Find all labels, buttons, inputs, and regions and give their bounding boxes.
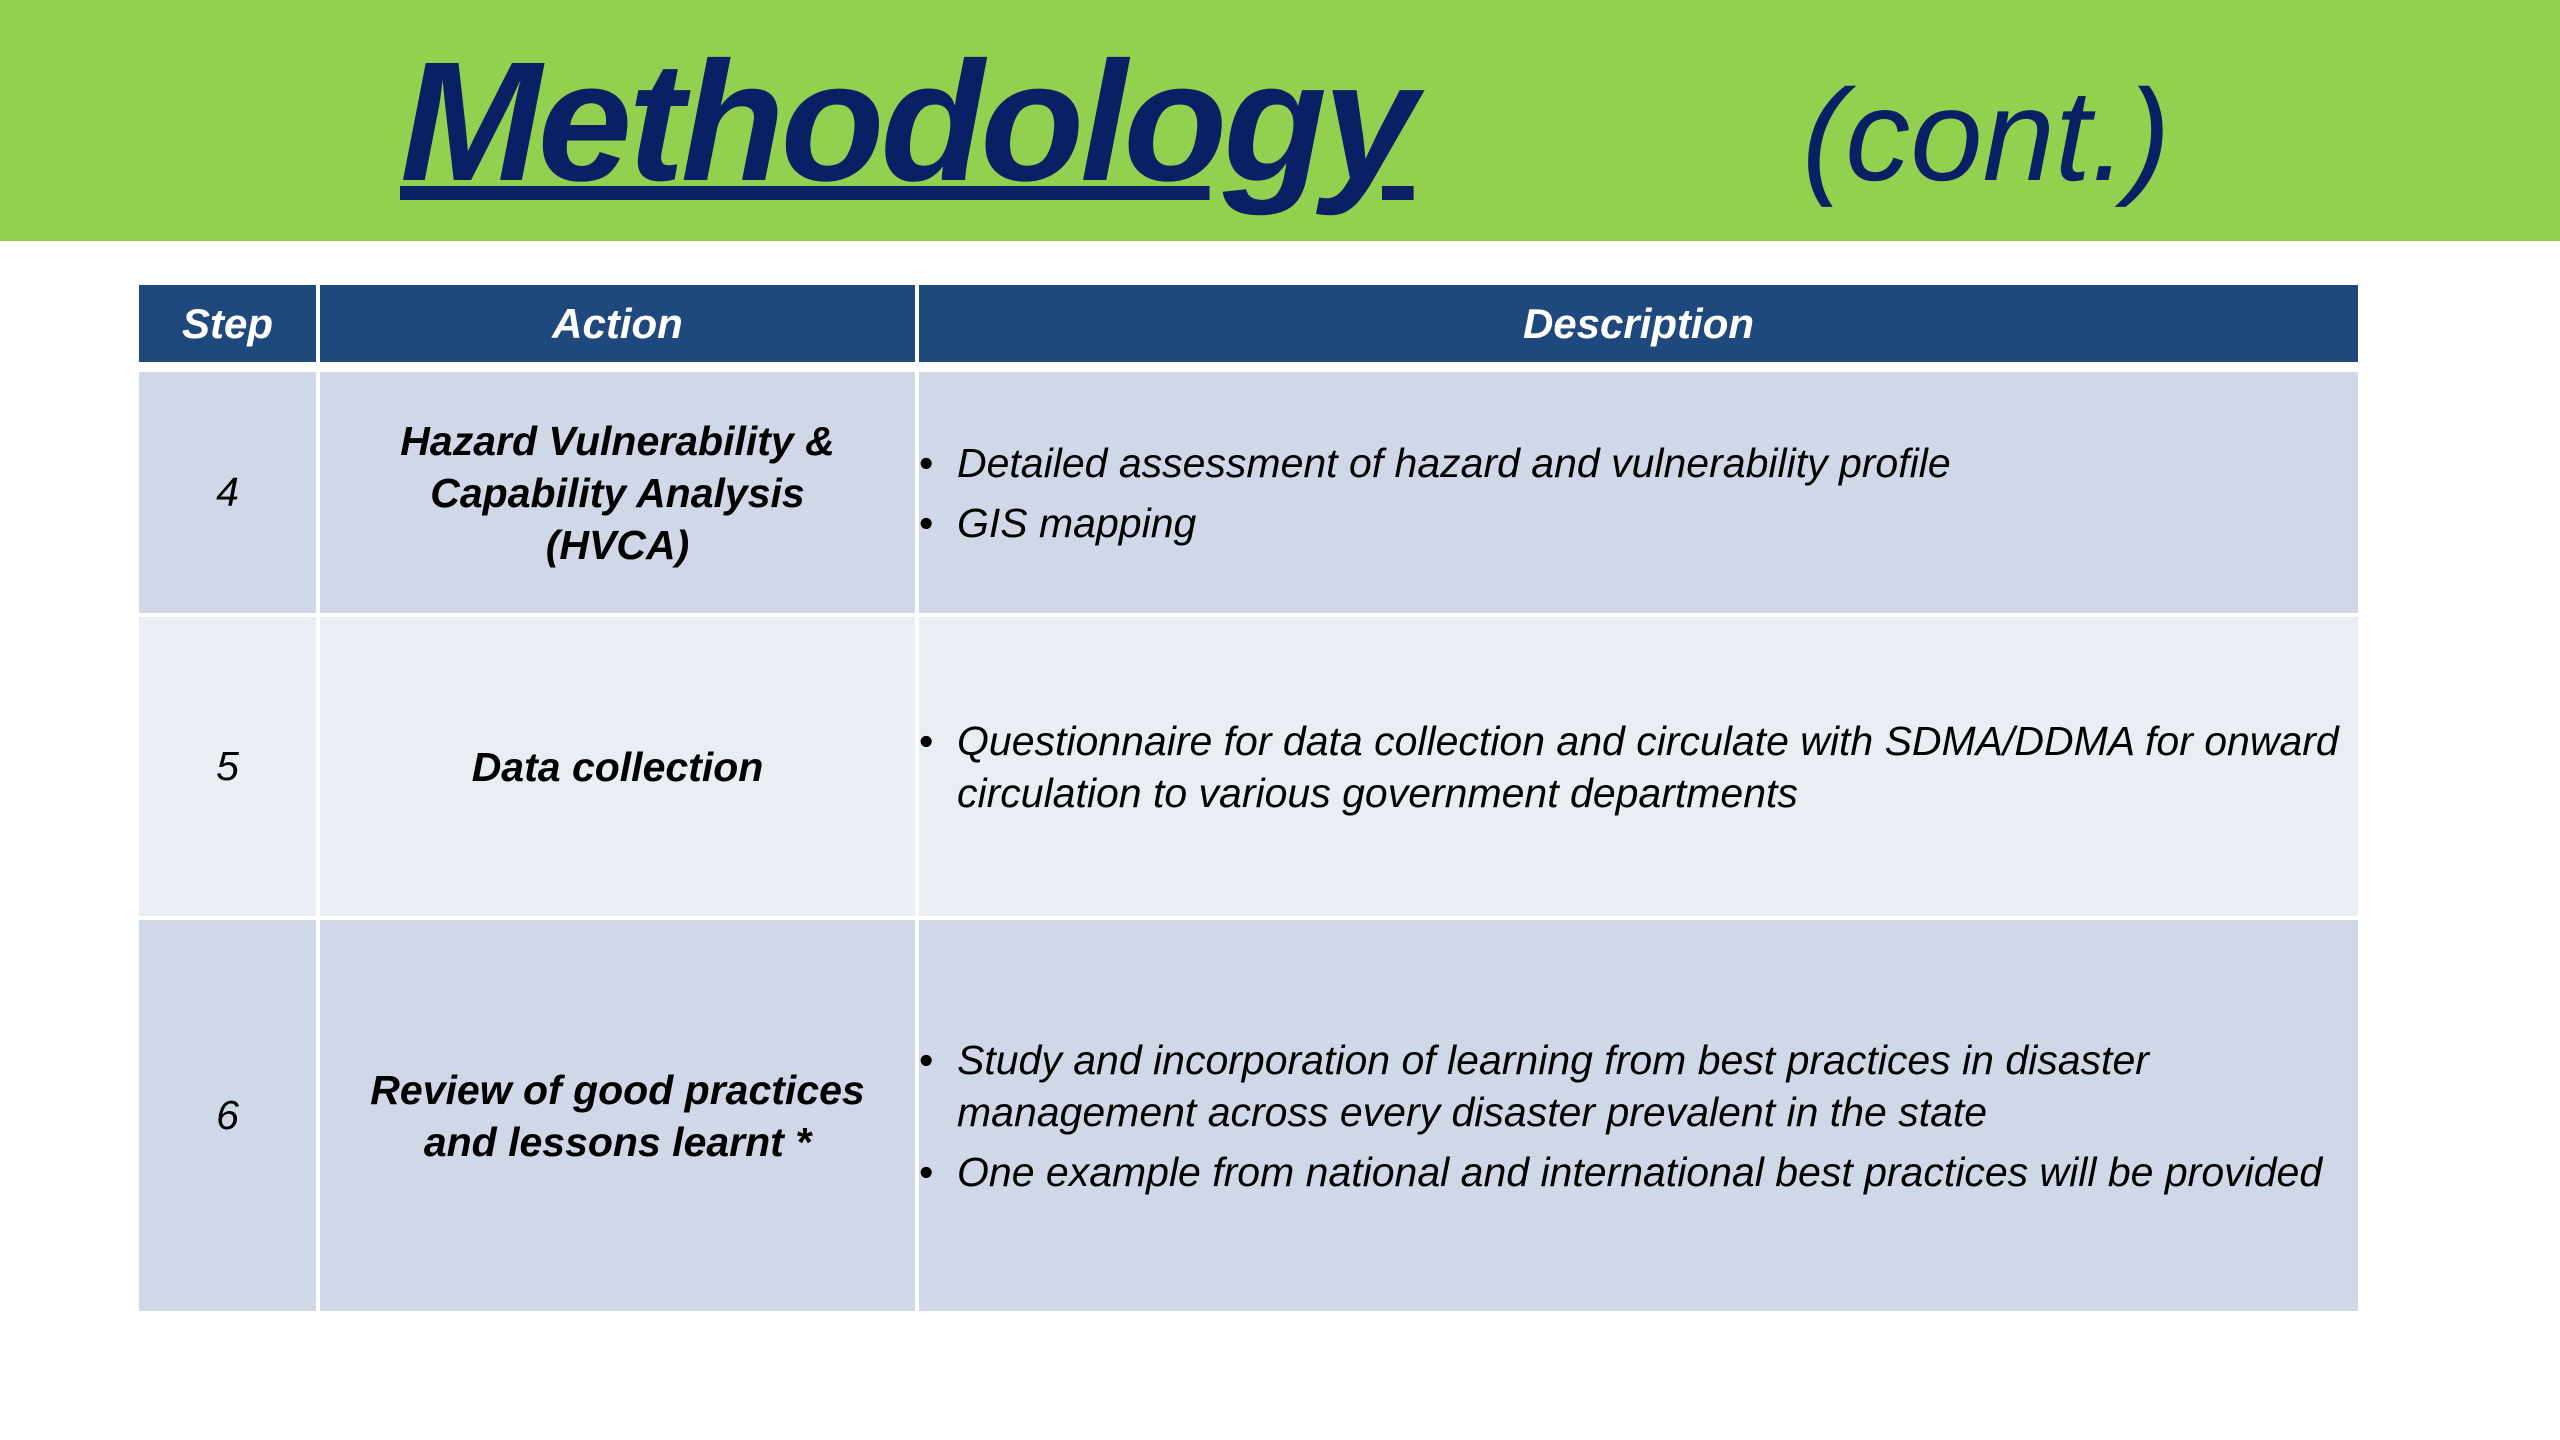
table-row [139,617,2358,920]
action-line: Data collection [471,743,764,790]
slide-title: Methodology [400,27,1414,217]
action-line: Review of good practices [370,1066,865,1113]
header-step: Step [139,285,316,372]
slide-subtitle: (cont.) [1802,62,2171,208]
description-text: Detailed assessment of hazard and vulnerability profile [957,439,1951,486]
table-header-row [139,285,2358,372]
action-line: and lessons learnt * [423,1118,812,1165]
description-cell [919,372,2358,617]
description-text: One example from national and international best practices will be provided [957,1148,2323,1195]
title-banner [0,0,2560,241]
methodology-table [135,285,2362,1315]
step-number: 5 [139,617,316,920]
description-text: GIS mapping [957,499,1197,546]
action-cell [320,617,915,920]
action-cell [320,372,915,617]
bullet-icon: • [919,499,934,546]
description-text: Questionnaire for data collection and circulate with SDMA/DDMA for onward circulation to various government departments [957,717,2339,816]
table-row [139,372,2358,617]
description-list [919,1034,2358,1198]
action-line: Capability Analysis [430,469,805,516]
bullet-icon: • [919,439,934,486]
action-cell [320,920,915,1315]
action-line: (HVCA) [545,521,690,568]
description-cell [919,920,2358,1315]
action-line: Hazard Vulnerability & [400,417,835,464]
step-number: 4 [139,372,316,617]
description-item [919,1146,2358,1198]
description-text: Study and incorporation of learning from best practices in disaster management across every disaster prevalent in the state [957,1036,2149,1135]
description-item [919,1034,2358,1138]
description-cell [919,617,2358,920]
table-row [139,920,2358,1315]
description-item [919,497,2358,549]
bullet-icon: • [919,717,934,764]
description-item [919,715,2358,819]
step-number: 6 [139,920,316,1315]
header-action: Action [320,285,915,372]
bullet-icon: • [919,1036,934,1083]
description-list [919,715,2358,819]
description-item [919,437,2358,489]
bullet-icon: • [919,1148,934,1195]
header-description: Description [919,285,2358,372]
description-list [919,437,2358,549]
